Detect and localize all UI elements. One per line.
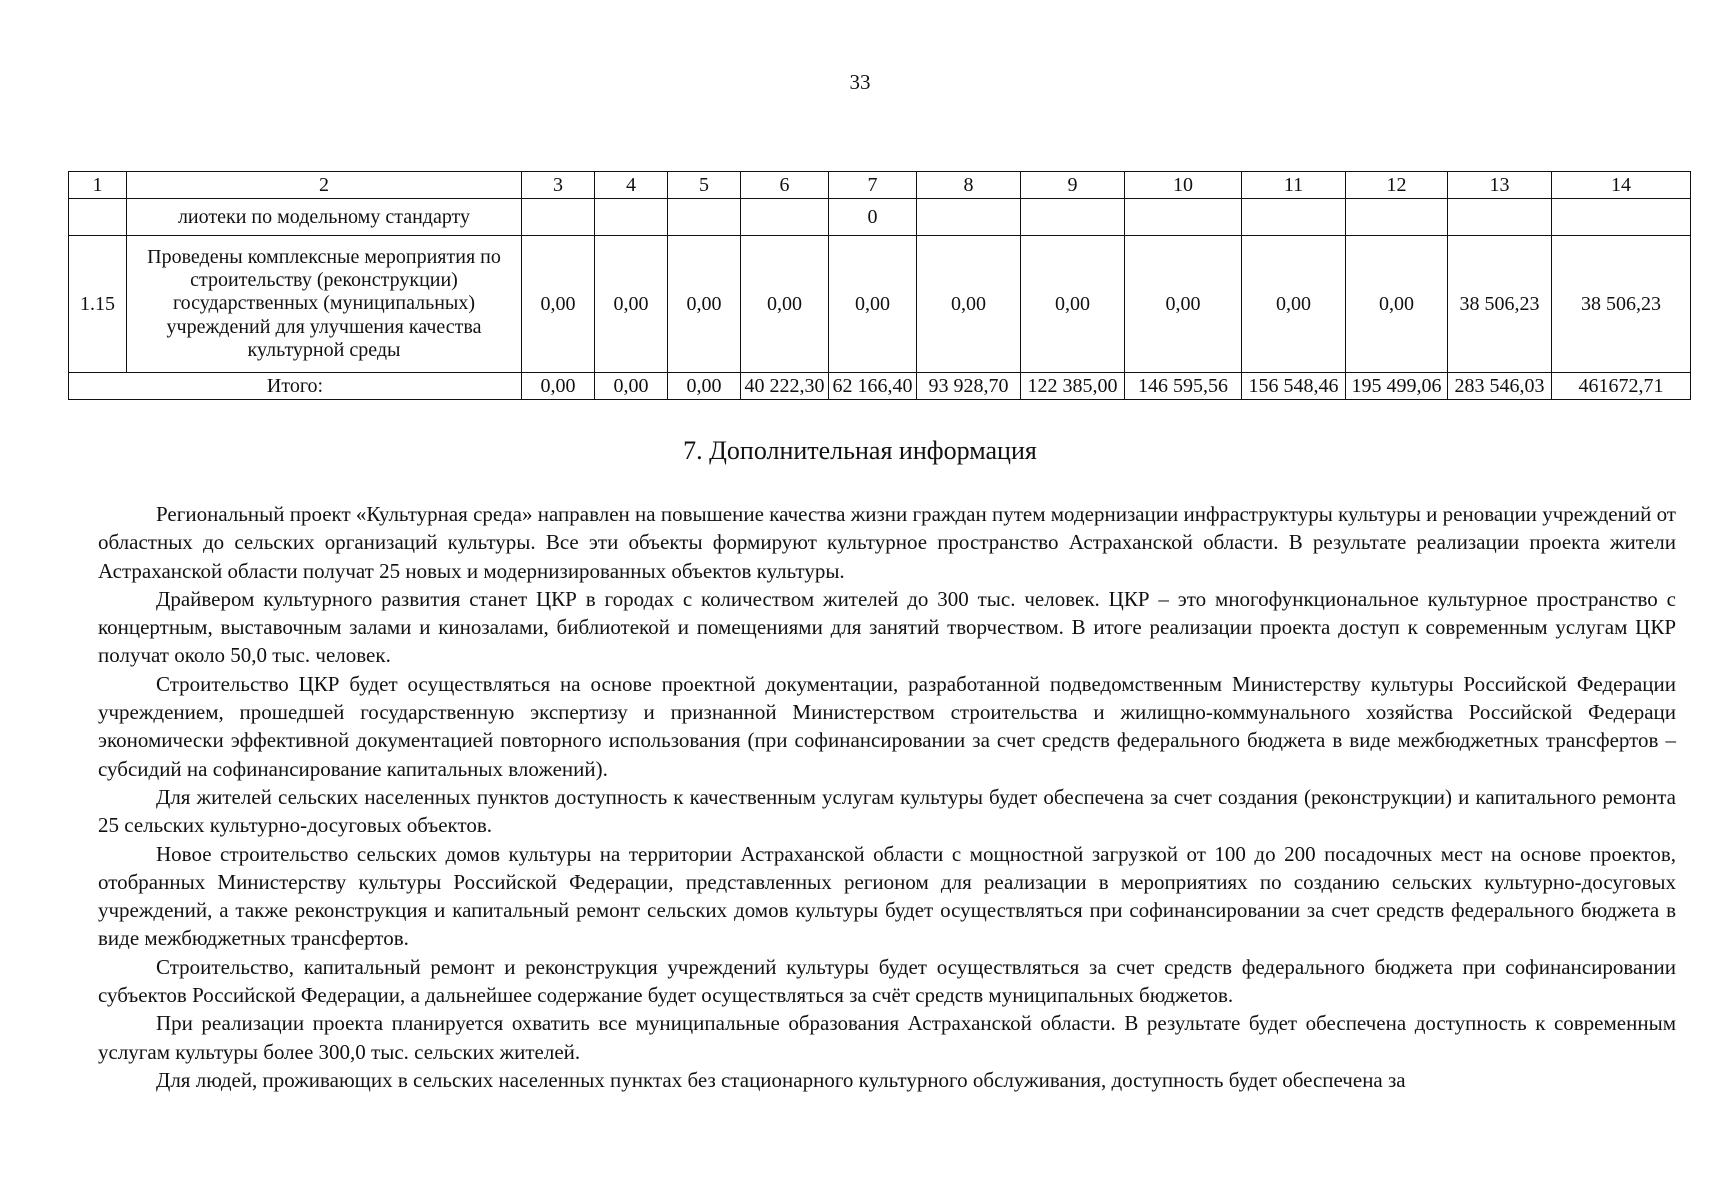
table-cell xyxy=(1021,199,1125,236)
table-cell: 93 928,70 xyxy=(917,373,1021,400)
table-cell xyxy=(595,199,668,236)
table-cell: 38 506,23 xyxy=(1552,236,1691,373)
column-header: 13 xyxy=(1448,172,1552,199)
table-cell: 283 546,03 xyxy=(1448,373,1552,400)
table-cell: 0,00 xyxy=(668,236,741,373)
table-row-total xyxy=(69,373,1691,400)
column-header: 5 xyxy=(668,172,741,199)
table-cell xyxy=(668,199,741,236)
table-cell xyxy=(741,199,829,236)
table-header-row xyxy=(69,172,1691,199)
column-header: 6 xyxy=(741,172,829,199)
table-cell xyxy=(69,199,127,236)
row-name: лиотеки по модельному стандарту xyxy=(127,199,522,236)
column-header: 8 xyxy=(917,172,1021,199)
table-cell: 461672,71 xyxy=(1552,373,1691,400)
column-header: 12 xyxy=(1346,172,1448,199)
paragraph: Драйвером культурного развития станет ЦКР в городах с количеством жителей до 300 тыс. человек. ЦКР – это многофункциональное культурное пространство с концертным, выставочным залами и кинозалами, библиотекой и помещениями для занятий творчеством. В итоге реализации проекта доступ к современным услугам ЦКР получат около 50,0 тыс. человек. xyxy=(98,586,1676,668)
paragraph: Региональный проект «Культурная среда» направлен на повышение качества жизни граждан путем модернизации инфраструктуры культуры и реновации учреждений от областных до сельских организаций культуры. Все эти объекты формируют культурное пространство Астраханской области. В результате реализации проекта жители Астраханской области получат 25 новых и модернизированных объектов культуры. xyxy=(98,502,1676,583)
table-cell: 0,00 xyxy=(595,236,668,373)
table-cell xyxy=(1125,199,1242,236)
table-cell xyxy=(522,199,595,236)
column-header: 9 xyxy=(1021,172,1125,199)
table-cell: 156 548,46 xyxy=(1242,373,1346,400)
table-cell: 38 506,23 xyxy=(1448,236,1552,373)
row-number: 1.15 xyxy=(69,236,127,373)
table-cell: 0,00 xyxy=(522,373,595,400)
paragraph: Строительство ЦКР будет осуществляться на основе проектной документации, разработанной подведомственным Министерству культуры Российской Федерации учреждением, прошедшей государственную экспертизу и признанной Министерством строительства и жилищно-коммунального хозяйства Российской Федераци экономически эффективной документацией повторного использования (при софинансировании за счет средств федерального бюджета в виде межбюджетных трансфертов – субсидий на софинансирование капитальных вложений). xyxy=(98,671,1676,781)
paragraph: Для людей, проживающих в сельских населенных пунктах без стационарного культурного обслуживания, доступность будет обеспечена за xyxy=(156,1067,1406,1092)
table-cell: 0,00 xyxy=(522,236,595,373)
paragraph: При реализации проекта планируется охватить все муниципальные образования Астраханской области. В результате будет обеспечена доступность к современным услугам культуры более 300,0 тыс. сельских жителей. xyxy=(98,1011,1676,1064)
table-cell: 40 222,30 xyxy=(741,373,829,400)
table-cell: 0,00 xyxy=(1242,236,1346,373)
table-cell: 122 385,00 xyxy=(1021,373,1125,400)
table-cell: 0,00 xyxy=(595,373,668,400)
table-cell xyxy=(1552,199,1691,236)
column-header: 4 xyxy=(595,172,668,199)
table-cell: 0,00 xyxy=(741,236,829,373)
paragraph: Строительство, капитальный ремонт и реконструкция учреждений культуры будет осуществляться за счет средств федерального бюджета при софинансировании субъектов Российской Федерации, а дальнейшее содержание будет осуществляться за счёт средств муниципальных бюджетов. xyxy=(98,954,1676,1008)
table-cell xyxy=(1242,199,1346,236)
table-cell: 0,00 xyxy=(1346,236,1448,373)
table-cell: 0,00 xyxy=(668,373,741,400)
column-header: 1 xyxy=(69,172,127,199)
table-cell xyxy=(1346,199,1448,236)
table-cell xyxy=(917,199,1021,236)
column-header: 3 xyxy=(522,172,595,199)
table-row-1-15 xyxy=(69,236,1691,373)
row-name: Проведены комплексные мероприятия по строительству (реконструкции) государственных (муниципальных) учреждений для улучшения качества культурной среды xyxy=(127,236,522,373)
column-header: 2 xyxy=(127,172,522,199)
table-cell: 0,00 xyxy=(1021,236,1125,373)
total-label: Итого: xyxy=(69,373,522,400)
paragraph: Для жителей сельских населенных пунктов доступность к качественным услугам культуры будет обеспечена за счет создания (реконструкции) и капитального ремонта 25 сельских культурно-досуговых объектов. xyxy=(98,784,1676,838)
column-header: 10 xyxy=(1125,172,1242,199)
paragraph: Новое строительство сельских домов культуры на территории Астраханской области с мощностной загрузкой от 100 до 200 посадочных мест на основе проектов, отобранных Министерству культуры Российской Федерации, представленных регионом для реализации в мероприятиях по созданию сельских культурно-досуговых учреждений, а также реконструкция и капитальный ремонт сельских домов культуры будет осуществляться при софинансировании за счет средств федерального бюджета в виде межбюджетных трансфертов. xyxy=(98,841,1676,951)
section-heading: 7. Дополнительная информация xyxy=(683,436,1037,465)
column-header: 11 xyxy=(1242,172,1346,199)
table-cell: 62 166,40 xyxy=(829,373,917,400)
table-row-continuation xyxy=(69,199,1691,236)
column-header: 7 xyxy=(829,172,917,199)
section-body xyxy=(98,500,1676,1094)
page-number: 33 xyxy=(849,70,871,94)
table-cell: 146 595,56 xyxy=(1125,373,1242,400)
budget-table xyxy=(68,171,1691,400)
table-cell: 195 499,06 xyxy=(1346,373,1448,400)
column-header: 14 xyxy=(1552,172,1691,199)
table-cell xyxy=(1448,199,1552,236)
table-cell: 0,00 xyxy=(917,236,1021,373)
table-cell: 0 xyxy=(829,199,917,236)
table-cell: 0,00 xyxy=(1125,236,1242,373)
table-cell: 0,00 xyxy=(829,236,917,373)
